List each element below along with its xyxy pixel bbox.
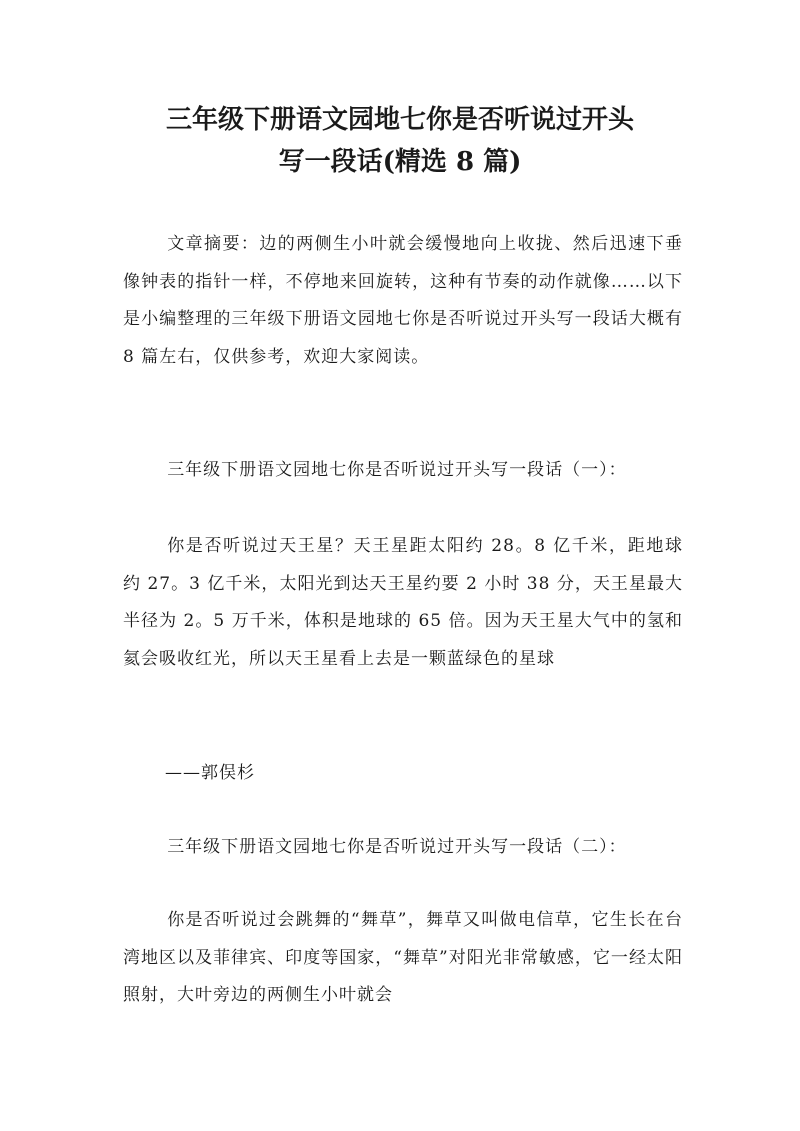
section-2-body: 你是否听说过会跳舞的“舞草”，舞草又叫做电信草，它生长在台湾地区以及菲律宾、印度等国家，“舞草”对阳光非常敏感，它一经太阳照射，大叶旁边的两侧生小叶就会 (123, 910, 683, 1005)
section-2-heading: 三年级下册语文园地七你是否听说过开头写一段话（二）： (167, 837, 627, 857)
document-title-line-1: 三年级下册语文园地七你是否听说过开头 (165, 105, 634, 135)
document-title-line-2: 写一段话(精选 8 篇) (278, 147, 522, 177)
abstract-paragraph: 文章摘要：边的两侧生小叶就会缓慢地向上收拢、然后迅速下垂像钟表的指针一样，不停地来回旋转，这种有节奏的动作就像……以下是小编整理的三年级下册语文园地七你是否听说过开头写一段话大概有 8 篇左右，仅供参考，欢迎大家阅读。 (123, 234, 683, 367)
section-1-heading: 三年级下册语文园地七你是否听说过开头写一段话（一）： (167, 460, 627, 480)
section-1-signature: ——郭俣杉 (165, 763, 255, 783)
section-1-body: 你是否听说过天王星？天王星距太阳约 28。8 亿千米，距地球约 27。3 亿千米，太阳光到达天王星约要 2 小时 38 分，天王星最大半径为 2。5 万千米，体积是地球的 65 倍。因为天王星大气中的氢和氦会吸收红光，所以天王星看上去是一颗蓝绿色的星球 (123, 536, 683, 669)
